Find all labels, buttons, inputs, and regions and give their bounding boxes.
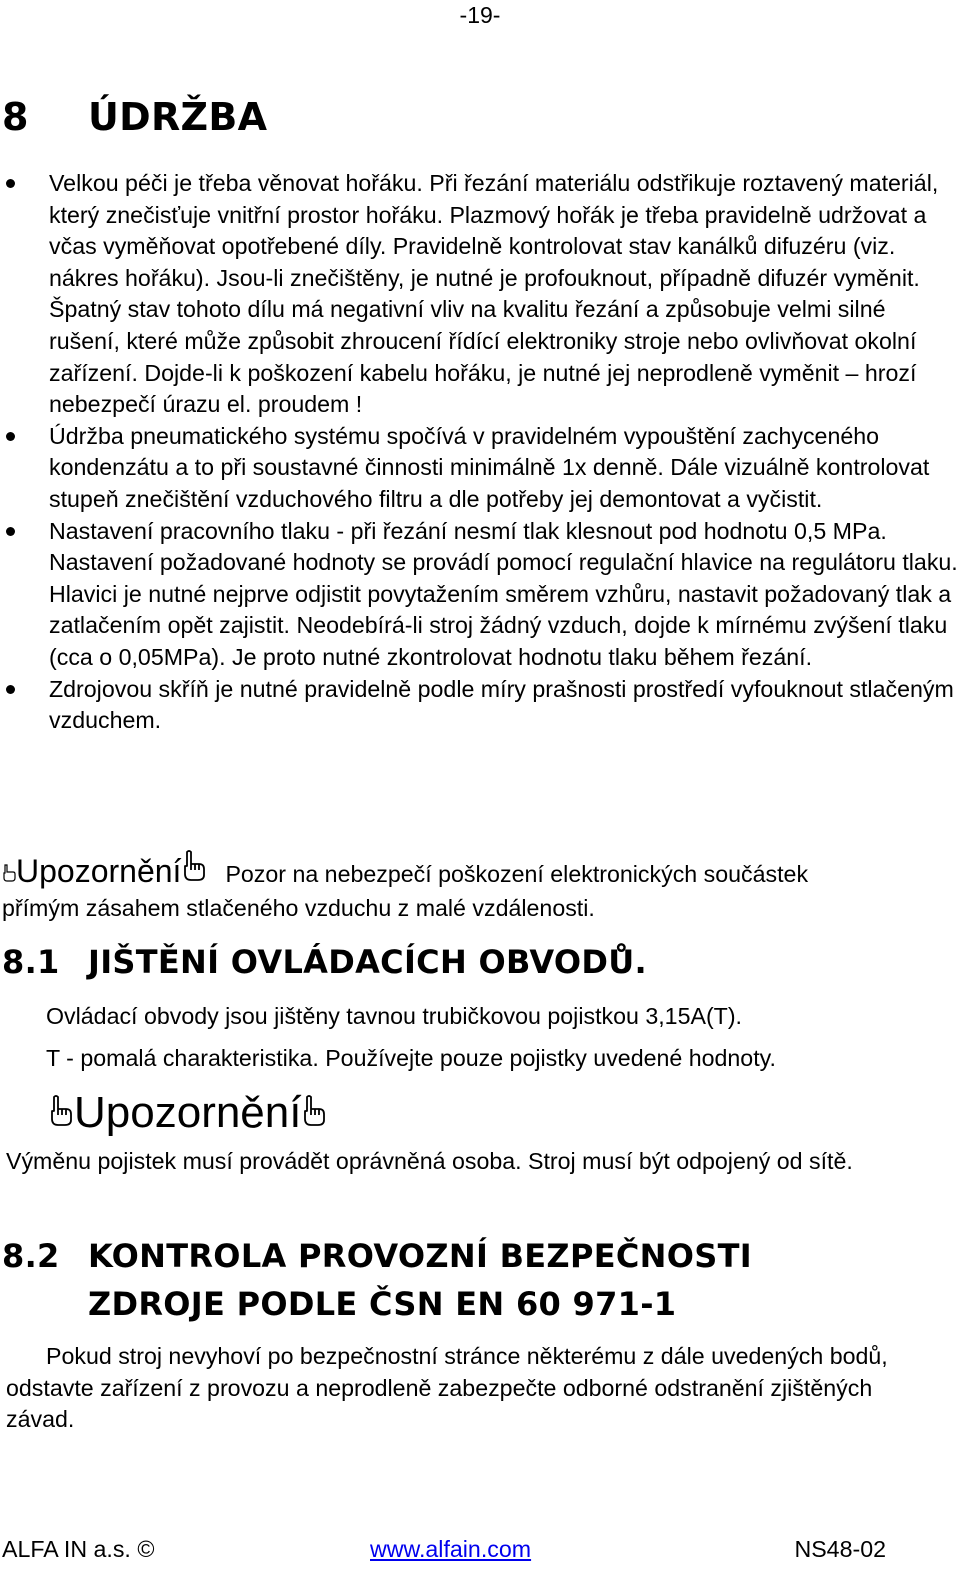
section-title: ÚDRŽBA: [88, 95, 268, 139]
footer-website-link[interactable]: www.alfain.com: [370, 1536, 532, 1562]
fuse-description: Ovládací obvody jsou jištěny tavnou trubičkovou pojistkou 3,15A(T).: [46, 1003, 742, 1029]
bullet-dot: [6, 685, 15, 694]
footer-doc-code: NS48-02: [794, 1536, 886, 1562]
section-title: JIŠTĚNÍ OVLÁDACÍCH OBVODŮ.: [88, 943, 647, 981]
maintenance-bullet-list: [0, 168, 958, 737]
warning-text: Výměnu pojistek musí provádět oprávněná osoba. Stroj musí být odpojený od sítě.: [6, 1148, 853, 1174]
bullet-text: Zdrojovou skříň je nutné pravidelně podle míry prašnosti prostředí vyfouknout stlačeným vzduchem.: [49, 675, 954, 734]
section-8-1-heading: [2, 943, 647, 981]
warning-text: Pozor na nebezpečí poškození elektronických součástek: [225, 861, 809, 887]
bullet-dot: [6, 432, 15, 441]
bullet-text: Velkou péči je třeba věnovat hořáku. Při řezání materiálu odstřikuje roztavený materiál, který znečisťuje vnitřní prostor hořáku. Plazmový hořák je třeba pravidelně udržovat a včas vyměňovat opotřebené díly. Pravidelně kontrolovat stav kanálků difuzéru (viz. nákres hořáku). Jsou-li znečištěny, je nutné je profouknout, případně difuzér vyměnit. Špatný stav tohoto dílu má negativní vliv na kvalitu řezání a způsobuje velmi silné rušení, které může způsobit zhroucení řídící elektroniky stroje nebo ovlivňovat okolní zařízení. Dojde-li k poškození kabelu hořáku, je nutné jej neprodleně vyměnit – hrozí nebezpečí úrazu el. proudem !: [49, 170, 939, 418]
bullet-item-torch: [0, 168, 958, 421]
warning-label: Upozornění: [16, 853, 182, 889]
warning-label: Upozornění: [74, 1088, 302, 1137]
pointing-hand-icon: [181, 850, 207, 882]
bullet-item-pressure: [0, 516, 958, 674]
pointing-hand-icon: [2, 864, 16, 882]
section-8-2-heading-continued: ZDROJE PODLE ČSN EN 60 971-1: [88, 1285, 677, 1323]
section-title: KONTROLA PROVOZNÍ BEZPEČNOSTI: [88, 1237, 752, 1275]
pointing-hand-icon: [301, 1095, 327, 1127]
safety-check-paragraph: Pokud stroj nevyhoví po bezpečnostní stránce některému z dále uvedených bodů, odstavte zařízení z provozu a neprodleně zabezpečte odborné odstranění zjištěných závad.: [6, 1343, 888, 1433]
bullet-dot: [6, 527, 15, 536]
section-number: 8: [2, 95, 29, 139]
bullet-text: Údržba pneumatického systému spočívá v pravidelném vypouštění zachyceného kondenzátu a to při soustavné činnosti minimálně 1x denně. Dále vizuálně kontrolovat stupeň znečištění vzduchového filtru a dle potřeby jej demontovat a vyčistit.: [49, 422, 930, 512]
bullet-item-cabinet: [0, 674, 958, 737]
page-number: -19-: [459, 2, 501, 28]
section-number: 8.2: [2, 1237, 60, 1275]
fuse-characteristic: T - pomalá charakteristika. Používejte pouze pojistky uvedené hodnoty.: [46, 1045, 776, 1071]
footer-company: ALFA IN a.s. ©: [2, 1536, 155, 1562]
section-number: 8.1: [2, 943, 60, 981]
pointing-hand-icon: [48, 1095, 74, 1127]
section-8-heading: [2, 95, 267, 139]
section-8-2-heading: [2, 1237, 752, 1275]
bullet-dot: [6, 179, 15, 188]
bullet-item-pneumatic: [0, 421, 958, 516]
page-footer: [2, 1536, 958, 1570]
warning-fuse-replacement: [48, 1088, 327, 1138]
warning-text-continued: přímým zásahem stlačeného vzduchu z malé vzdálenosti.: [2, 895, 595, 921]
warning-compressed-air: [2, 850, 808, 890]
bullet-text: Nastavení pracovního tlaku - při řezání nesmí tlak klesnout pod hodnotu 0,5 MPa. Nastavení požadované hodnoty se provádí pomocí regulační hlavice na regulátoru tlaku. Hlavici je nutné nejprve odjistit povytažením směrem vzhůru, nastavit požadovaný tlak a zatlačením opět zajistit. Neodebírá-li stroj žádný vzduch, dojde k mírnému zvýšení tlaku (cca o 0,05MPa). Je proto nutné zkontrolovat hodnotu tlaku během řezání.: [49, 517, 958, 670]
